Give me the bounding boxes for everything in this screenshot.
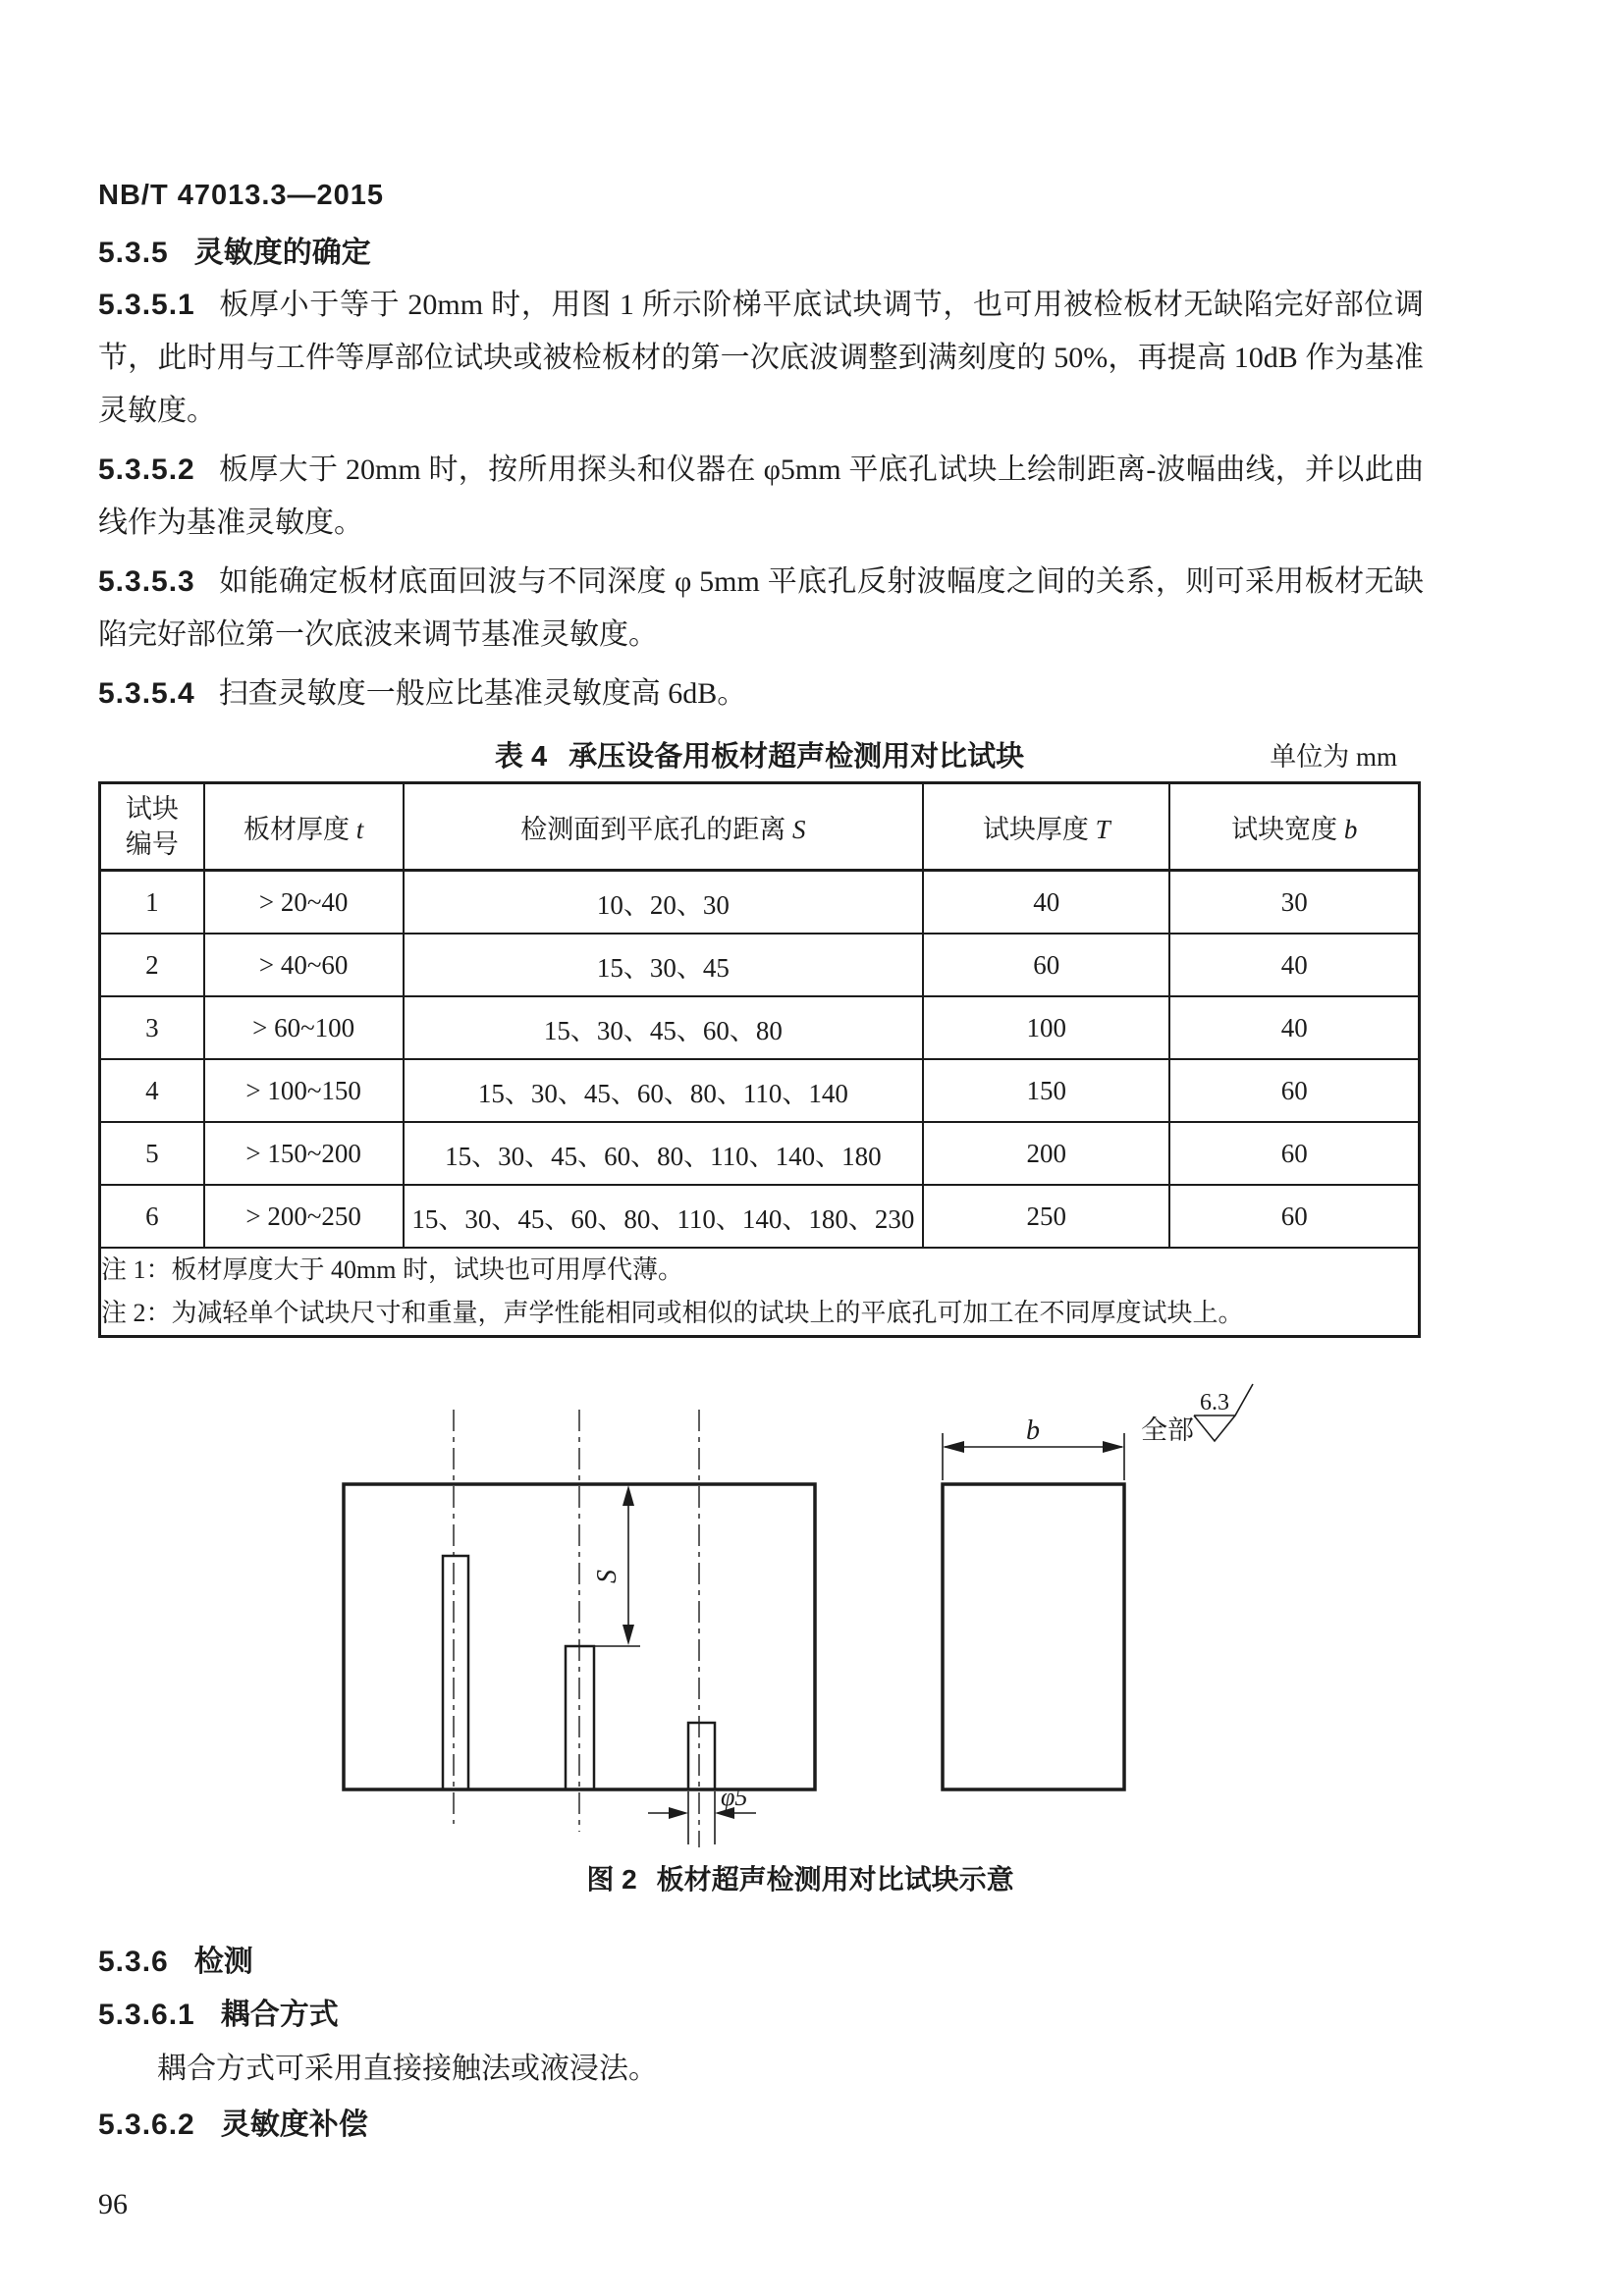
cell-block-thickness: 100: [923, 996, 1169, 1059]
paragraph-text: 扫查灵敏度一般应比基准灵敏度高 6dB。: [218, 677, 747, 710]
clause-number: 5.3.5.3: [98, 565, 195, 598]
cell-thickness-range: > 40~60: [204, 934, 404, 996]
heading-5-3-6: [98, 1943, 1424, 1982]
col-header-block-thickness: 试块厚度 T: [923, 783, 1169, 871]
table-title-row: [98, 736, 1421, 781]
paragraph-text: 板厚小于等于 20mm 时，用图 1 所示阶梯平底试块调节，也可用被检板材无缺陷完好部位调节，此时用与工件等厚部位试块或被检板材的第一次底波调整到满刻度的 50%，再提高 10dB 作为基准灵敏度。: [98, 289, 1424, 427]
paragraph-5-3-6-1: 耦合方式可采用直接接触法或液浸法。: [157, 2053, 658, 2085]
cell-no: 6: [100, 1185, 204, 1248]
heading-5-3-6-2: [98, 2106, 1424, 2145]
paragraph-5-3-5-1: [98, 279, 1424, 438]
s-arrow-down: [623, 1625, 634, 1645]
table-unit-label: 单位为 mm: [1270, 742, 1397, 772]
paragraph-5-3-5-3: [98, 556, 1424, 662]
cell-thickness-range: > 100~150: [204, 1059, 404, 1122]
cell-block-thickness: 150: [923, 1059, 1169, 1122]
cell-no: 3: [100, 996, 204, 1059]
roughness-value: 6.3: [1200, 1390, 1229, 1415]
page-number: 96: [98, 2188, 128, 2220]
section-5-3-6: [98, 1943, 1424, 2145]
table-notes: [100, 1248, 1420, 1337]
table-4: [98, 781, 1421, 1338]
col-header-distance-s: 检测面到平底孔的距离 S: [404, 783, 924, 871]
cell-distances: 10、20、30: [404, 871, 924, 934]
table-row: [100, 1122, 1420, 1185]
cell-block-thickness: 60: [923, 934, 1169, 996]
cell-block-width: 60: [1169, 1122, 1419, 1185]
table-row: [100, 1059, 1420, 1122]
cell-distances: 15、30、45、60、80、110、140、180: [404, 1122, 924, 1185]
table-note-1: 注 1：板材厚度大于 40mm 时，试块也可用厚代薄。: [101, 1255, 683, 1284]
standard-number: NB/T 47013.3—2015: [98, 180, 385, 211]
table-title-text: 承压设备用板材超声检测用对比试块: [568, 741, 1025, 773]
clause-title: 灵敏度的确定: [193, 237, 371, 269]
table-title: [98, 736, 1421, 777]
clause-number: 5.3.5.2: [98, 454, 195, 486]
col-header-plate-thickness: 板材厚度 t: [204, 783, 404, 871]
col-header-block-width: 试块宽度 b: [1169, 783, 1419, 871]
cell-distances: 15、30、45、60、80、110、140、180、230: [404, 1185, 924, 1248]
cell-thickness-range: > 150~200: [204, 1122, 404, 1185]
figure-number: 图 2: [586, 1864, 637, 1895]
s-dimension-label: S: [592, 1570, 623, 1583]
table-row: [100, 871, 1420, 934]
cell-thickness-range: > 20~40: [204, 871, 404, 934]
clause-number: 5.3.5: [98, 237, 169, 269]
cell-block-width: 40: [1169, 996, 1419, 1059]
heading-5-3-6-1: [98, 1996, 1424, 2035]
table-4-block: [98, 736, 1421, 1338]
heading-5-3-5: [98, 234, 1424, 273]
cell-block-width: 60: [1169, 1059, 1419, 1122]
cell-distances: 15、30、45: [404, 934, 924, 996]
cell-block-thickness: 250: [923, 1185, 1169, 1248]
figure-caption-text: 板材超声检测用对比试块示意: [656, 1864, 1014, 1895]
hole-diameter-label: φ5: [721, 1783, 748, 1811]
cell-block-thickness: 200: [923, 1122, 1169, 1185]
cell-block-width: 40: [1169, 934, 1419, 996]
table-note-2: 注 2：为减轻单个试块尺寸和重量，声学性能相同或相似的试块上的平底孔可加工在不同厚度试块上。: [101, 1299, 1244, 1327]
table-number: 表 4: [494, 741, 548, 773]
cell-thickness-range: > 200~250: [204, 1185, 404, 1248]
col-header-block-no: 试块编号: [100, 783, 204, 871]
clause-title: 耦合方式: [220, 1999, 339, 2031]
side-view-outline: [943, 1484, 1124, 1789]
clause-number: 5.3.6.2: [98, 2109, 195, 2141]
cell-block-thickness: 40: [923, 871, 1169, 934]
cell-block-width: 60: [1169, 1185, 1419, 1248]
flat-bottom-hole-3: [688, 1723, 715, 1789]
table-header-row: [100, 783, 1420, 871]
cell-no: 4: [100, 1059, 204, 1122]
cell-no: 2: [100, 934, 204, 996]
cell-no: 1: [100, 871, 204, 934]
paragraph-text: 如能确定板材底面回波与不同深度 φ 5mm 平底孔反射波幅度之间的关系，则可采用板材无缺陷完好部位第一次底波来调节基准灵敏度。: [98, 565, 1424, 651]
clause-title: 灵敏度补偿: [220, 2109, 368, 2141]
clause-number: 5.3.6: [98, 1946, 169, 1978]
table-row: [100, 1185, 1420, 1248]
cell-no: 5: [100, 1122, 204, 1185]
table-row: [100, 934, 1420, 996]
s-arrow-up: [623, 1485, 634, 1506]
cell-distances: 15、30、45、60、80、110、140: [404, 1059, 924, 1122]
table-notes-row: [100, 1248, 1420, 1337]
dia-arrow-left: [669, 1807, 688, 1819]
clause-number: 5.3.5.4: [98, 677, 195, 710]
clause-number: 5.3.6.1: [98, 1999, 195, 2031]
paragraph-5-3-5-2: [98, 444, 1424, 550]
table-row: [100, 996, 1420, 1059]
clause-number: 5.3.5.1: [98, 289, 195, 321]
all-surfaces-label: 全部: [1141, 1415, 1194, 1445]
figure-2: [334, 1382, 1267, 1860]
cell-thickness-range: > 60~100: [204, 996, 404, 1059]
cell-block-width: 30: [1169, 871, 1419, 934]
paragraph-5-3-5-4: [98, 667, 1424, 721]
paragraph-text: 板厚大于 20mm 时，按所用探头和仪器在 φ5mm 平底孔试块上绘制距离-波幅曲线，并以此曲线作为基准灵敏度。: [98, 454, 1424, 539]
reference-block-drawing: [334, 1382, 1267, 1860]
clause-title: 检测: [193, 1946, 253, 1978]
cell-distances: 15、30、45、60、80: [404, 996, 924, 1059]
b-dimension-label: b: [1026, 1415, 1040, 1446]
figure-caption: [334, 1862, 1267, 1897]
flat-bottom-hole-1: [443, 1556, 468, 1789]
b-arrow-left: [943, 1441, 964, 1453]
b-arrow-right: [1103, 1441, 1124, 1453]
